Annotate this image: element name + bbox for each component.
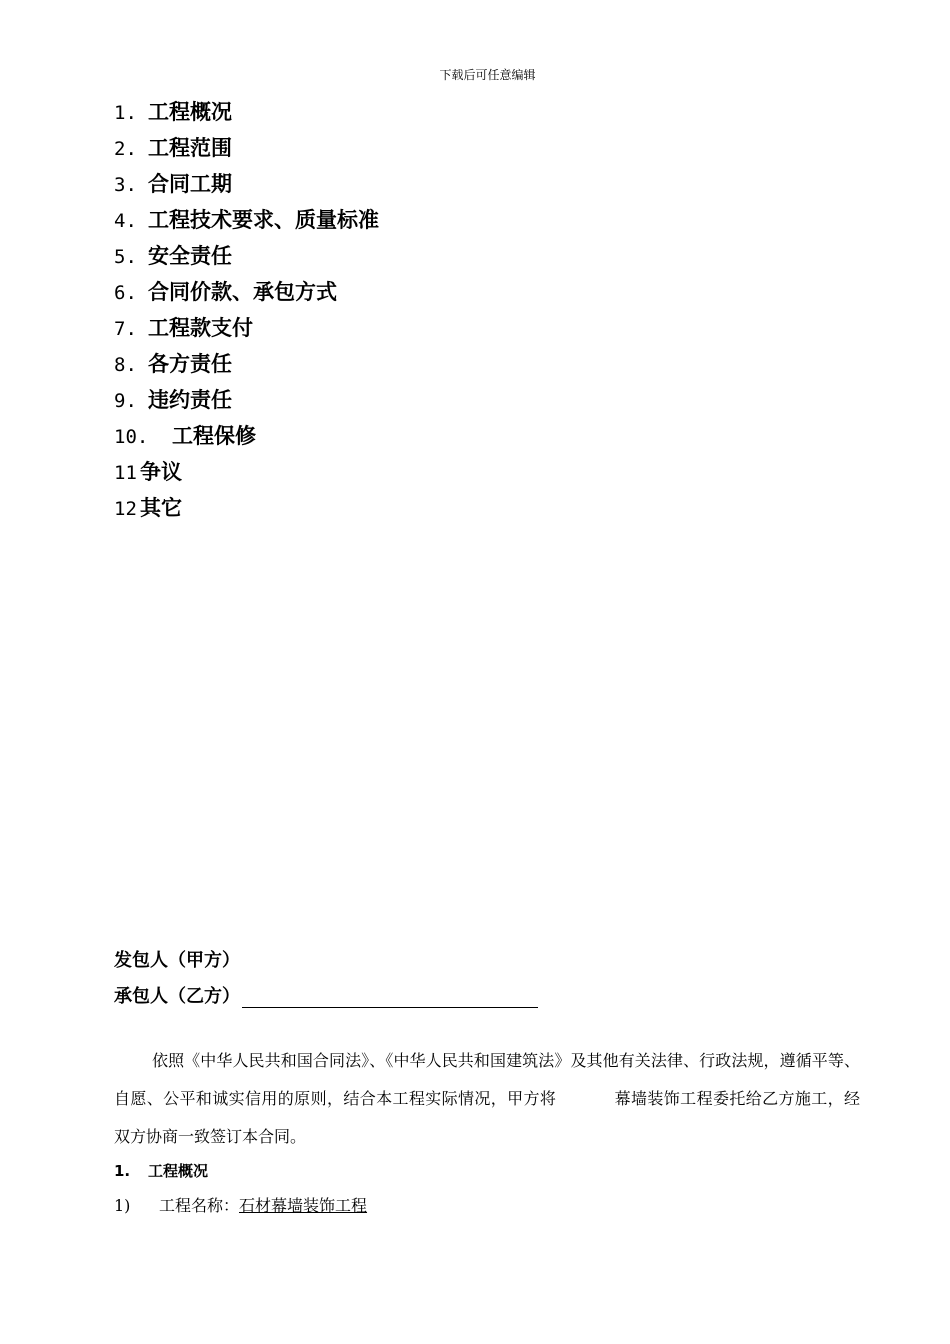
toc-number: 2. [114,138,137,160]
toc-number: 3. [114,174,137,196]
toc-label: 工程范围 [148,136,232,160]
toc-label: 违约责任 [148,388,232,412]
toc-label: 工程款支付 [148,316,253,340]
toc-label: 合同价款、承包方式 [148,280,337,304]
project-name-item [114,1193,367,1216]
toc-label: 工程技术要求、质量标准 [148,208,379,232]
toc-number: 9. [114,390,137,412]
toc-item [114,168,379,204]
toc-item [114,348,379,384]
toc-number: 7. [114,318,137,340]
toc-number: 8. [114,354,137,376]
toc-number: 1. [114,102,137,124]
toc-number: 5. [114,246,137,268]
intro-text-part2: 幕墙装饰工程委托给乙方施工，经双方协商一致签订本合同。 [114,1089,860,1146]
toc-item [114,456,379,492]
table-of-contents [114,96,379,528]
contractor-blank-line [242,987,538,1008]
toc-item [114,420,379,456]
employer-label: 发包人（甲方） [114,950,240,971]
employer-party [114,946,240,972]
toc-item [114,204,379,240]
page-header: 下载后可任意编辑 [439,68,536,82]
toc-number: 4. [114,210,137,232]
toc-item [114,96,379,132]
toc-label: 工程保修 [172,424,256,448]
project-name-value: 石材幕墙装饰工程 [239,1196,368,1215]
toc-item [114,132,379,168]
toc-number: 11 [114,462,137,484]
toc-item [114,492,379,528]
toc-number: 6. [114,282,137,304]
intro-paragraph [114,1042,860,1156]
toc-item [114,276,379,312]
toc-label: 各方责任 [148,352,232,376]
section-title: 工程概况 [148,1162,209,1180]
item-number: 1) [114,1196,131,1215]
section-number: 1. [114,1162,131,1180]
contractor-party [114,982,538,1008]
toc-label: 工程概况 [148,100,232,124]
toc-item [114,384,379,420]
toc-label: 争议 [140,460,182,484]
toc-item [114,240,379,276]
section-heading [114,1160,208,1181]
toc-label: 合同工期 [148,172,232,196]
contractor-label: 承包人（乙方） [114,986,240,1007]
toc-item [114,312,379,348]
toc-number: 12 [114,498,137,520]
toc-label: 安全责任 [148,244,232,268]
intro-text-part1: 依照《中华人民共和国合同法》、《中华人民共和国建筑法》及其他有关法律、行政法规，遵循平等、自愿、公平和诚实信用的原则，结合本工程实际情况，甲方将 [114,1051,860,1108]
toc-number: 10. [114,426,149,448]
toc-label: 其它 [140,496,182,520]
item-label: 工程名称： [159,1196,240,1215]
